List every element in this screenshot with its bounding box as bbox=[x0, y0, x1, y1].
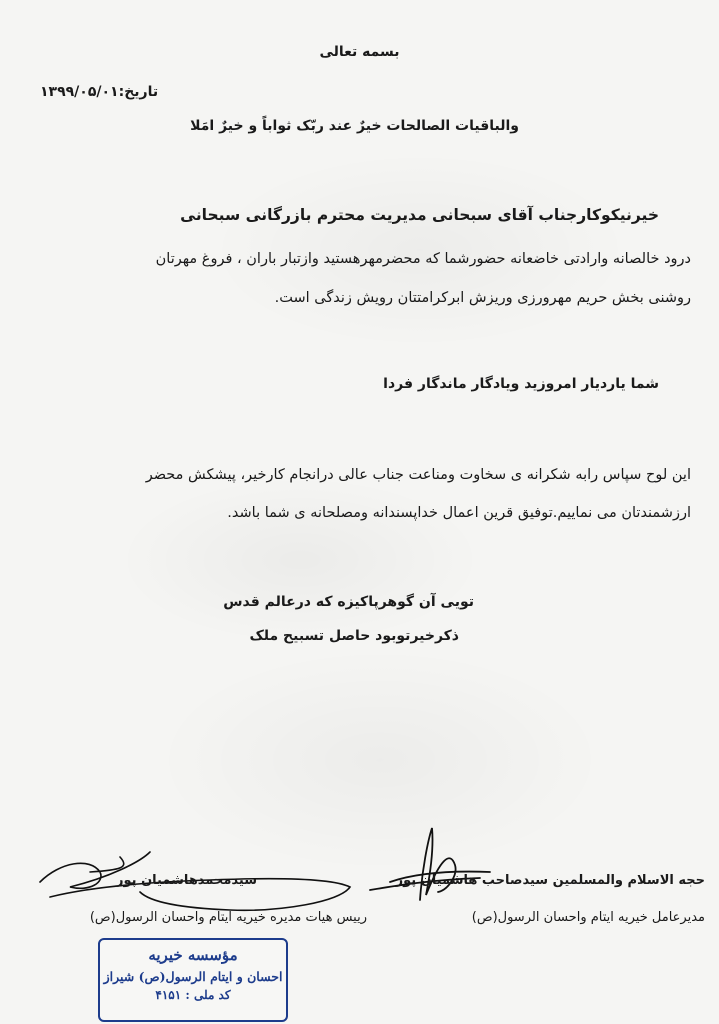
stamp-line-1: مؤسسه خیریه bbox=[148, 946, 238, 964]
body-paragraph-1-line-1: درود خالصانه وارادتی خاضعانه حضورشما که محضرمهرهستید وازتبار باران ، فروغ مهرتان bbox=[155, 251, 691, 267]
poem-line-2: ذکرخیرتوبود حاصل تسبیح ملک bbox=[249, 628, 459, 644]
recipient-line: خیرنیکوکارجناب آقای سبحانی مدیریت محترم بازرگانی سبحانی bbox=[180, 206, 659, 224]
signature-left-name: سیدمحمدهاشمیان پور bbox=[116, 873, 257, 888]
organization-stamp bbox=[98, 938, 288, 1022]
signature-right-title: مدیرعامل خیریه ایتام واحسان الرسول(ص) bbox=[471, 910, 705, 925]
body-paragraph-2-line-2: ارزشمندتان می نماییم.توفیق قرین اعمال خداپسندانه ومصلحانه ی شما باشد. bbox=[227, 505, 691, 521]
poem-line-1: تویی آن گوهرپاکیزه که درعالم قدس bbox=[223, 594, 474, 610]
basmala-heading: بسمه تعالی bbox=[319, 44, 400, 60]
stamp-line-3: کد ملی : ۴۱۵۱ bbox=[155, 988, 231, 1002]
signature-right-name: حجه الاسلام والمسلمین سیدصاحب هاشمیان پور bbox=[395, 873, 705, 888]
stamp-line-2: احسان و ایتام الرسول(ص) شیراز bbox=[103, 969, 283, 984]
body-paragraph-2-line-1: این لوح سپاس رابه شکرانه ی سخاوت ومناعت جناب عالی درانجام کارخیر، پیشکش محضر bbox=[145, 467, 691, 483]
signature-right-scribble bbox=[360, 820, 500, 910]
body-paragraph-1-line-2: روشنی بخش حریم مهرورزی وریزش ابرکرامتتان رویش زندگی است. bbox=[274, 290, 691, 306]
letter-date: تاریخ:۱۳۹۹/۰۵/۰۱ bbox=[40, 84, 159, 100]
signature-left-title: رییس هیات مدیره خیریه ایتام واحسان الرسول(ص) bbox=[89, 910, 367, 925]
motto-line: شما یاردیار امروزید ویادگار ماندگار فردا bbox=[383, 376, 659, 392]
quran-verse: والباقیات الصالحات خیرٌ عند ربّک ثواباً و خیرٌ امَلا bbox=[190, 118, 519, 134]
